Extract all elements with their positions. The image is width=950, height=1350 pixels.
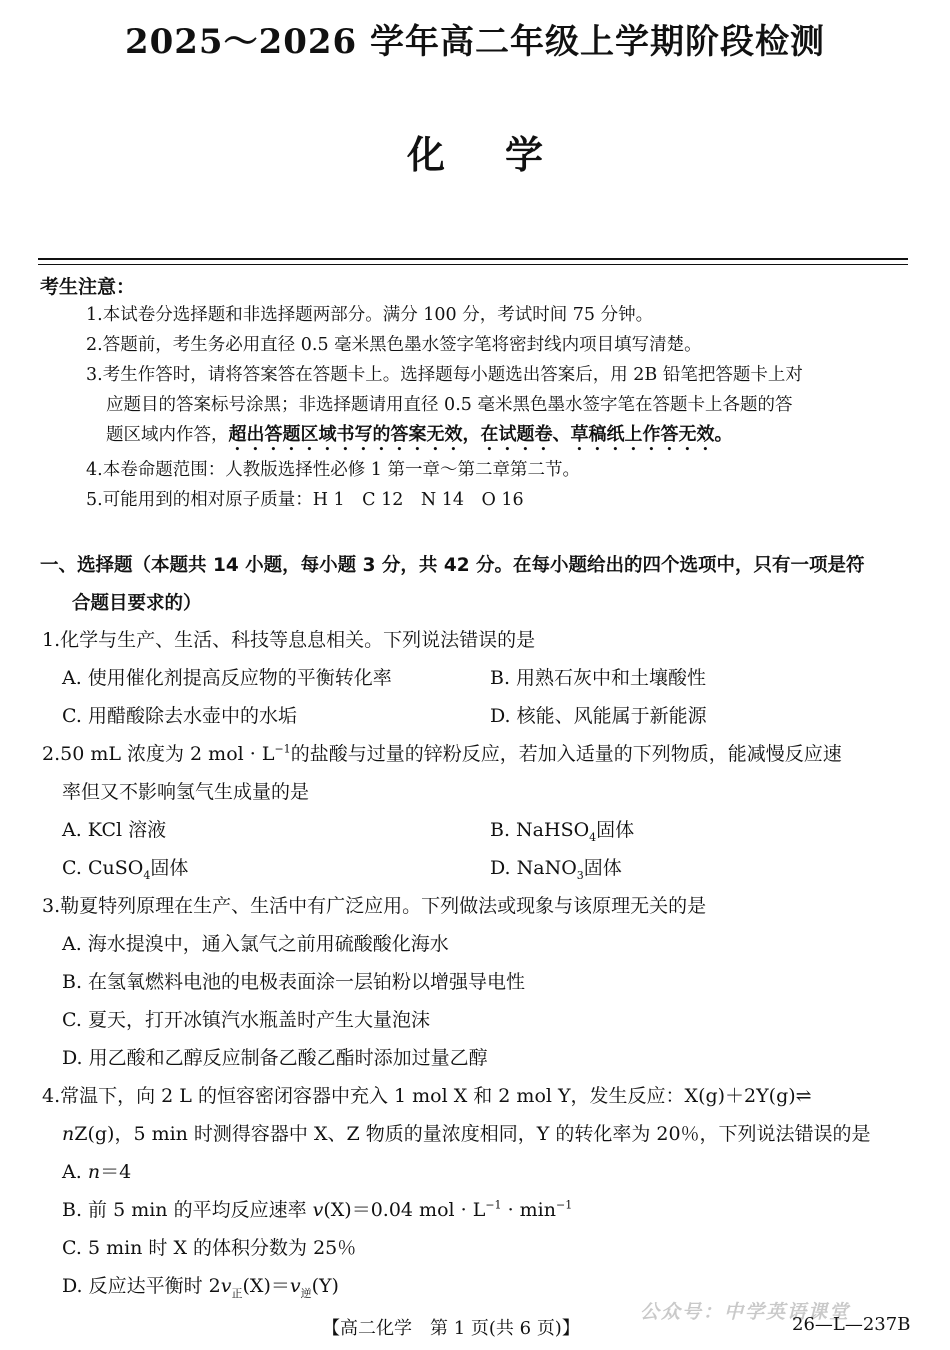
option-b-formula: B. NaHSO bbox=[490, 819, 590, 841]
section-heading-line-2: 合题目要求的） bbox=[72, 593, 202, 614]
header-rule-thin bbox=[38, 264, 908, 265]
option-d-formula: D. NaNO bbox=[490, 857, 577, 879]
exam-title: 2025～2026 学年高二年级上学期阶段检测 bbox=[124, 22, 826, 62]
question-1-option-b: B. 用熟石灰中和土壤酸性 bbox=[490, 667, 707, 689]
question-1-stem: 1.化学与生产、生活、科技等息息相关。下列说法错误的是 bbox=[42, 629, 536, 651]
notice-item-3-line-3 bbox=[106, 420, 733, 455]
notice-item-4: 4.本卷命题范围：人教版选择性必修 1 第一章～第二章第二节。 bbox=[86, 460, 580, 480]
notice-item-3-line-1: 3.考生作答时，请将答案答在答题卡上。选择题每小题选出答案后，用 2B 铅笔把答题卡上对 bbox=[86, 365, 803, 385]
question-2-stem-text-cont: 的盐酸与过量的锌粉反应，若加入适量的下列物质，能减慢反应速 bbox=[290, 743, 842, 765]
question-2-option-d bbox=[490, 853, 622, 882]
option-b-subscript: 4 bbox=[589, 830, 597, 844]
notice-item-2: 2.答题前，考生务必用直径 0.5 毫米黑色墨水签字笔将密封线内项目填写清楚。 bbox=[86, 335, 702, 355]
notice-item-3-line-2: 应题目的答案标号涂黑；非选择题请用直径 0.5 毫米黑色墨水签字笔在答题卡上各题的答 bbox=[106, 395, 793, 415]
notice-item-5: 5.可能用到的相对原子质量：H 1 C 12 N 14 O 16 bbox=[86, 490, 524, 510]
variable-n: n bbox=[62, 1123, 75, 1145]
superscript: −1 bbox=[485, 1198, 502, 1212]
option-b-rate: (X)＝0.04 mol · L bbox=[323, 1199, 486, 1221]
question-2-option-c bbox=[62, 853, 188, 882]
question-2-stem-line-2: 率但又不影响氢气生成量的是 bbox=[62, 781, 310, 803]
variable-n: n bbox=[87, 1161, 101, 1183]
question-2-superscript: −1 bbox=[274, 742, 291, 756]
question-4-stem-line-1: 4.常温下，向 2 L 的恒容密闭容器中充入 1 mol X 和 2 mol Y，发生反应：X(g)＋2Y(g)⇌ bbox=[42, 1085, 812, 1107]
notice-item-3-text: 题区域内作答， bbox=[106, 425, 229, 445]
option-b-text: B. 前 5 min 的平均反应速率 bbox=[62, 1199, 313, 1221]
option-c-subscript: 4 bbox=[143, 868, 151, 882]
section-heading-line-1: 一、选择题（本题共 14 小题，每小题 3 分，共 42 分。在每小题给出的四个选项中，只有一项是符 bbox=[40, 555, 865, 576]
footer-code: 26—L—237B bbox=[792, 1314, 911, 1335]
option-b-suffix: 固体 bbox=[596, 819, 635, 841]
question-4-option-c: C. 5 min 时 X 的体积分数为 25％ bbox=[62, 1237, 357, 1259]
variable-v: v bbox=[220, 1275, 232, 1297]
header-rule-thick bbox=[38, 258, 908, 260]
question-4-stem-text: Z(g)，5 min 时测得容器中 X、Z 物质的量浓度相同，Y 的转化率为 20％，下列说法错误的是 bbox=[74, 1123, 871, 1145]
option-c-formula: C. CuSO bbox=[62, 857, 144, 879]
question-3-stem: 3.勒夏特列原理在生产、生活中有广泛应用。下列做法或现象与该原理无关的是 bbox=[42, 895, 707, 917]
option-d-end: (Y) bbox=[311, 1275, 339, 1297]
question-2-option-b bbox=[490, 815, 634, 844]
option-a-value: ＝4 bbox=[100, 1161, 132, 1183]
option-d-text: D. 反应达平衡时 2 bbox=[62, 1275, 221, 1297]
question-4-option-d bbox=[62, 1271, 339, 1301]
option-d-mid: (X)＝ bbox=[242, 1275, 290, 1297]
question-3-option-a: A. 海水提溴中，通入氯气之前用硫酸酸化海水 bbox=[62, 933, 449, 955]
notice-emphasis-text: 超出答题区域书写的答案无效，在试题卷、草稿纸上作答无效。 bbox=[228, 424, 733, 445]
watermark-text: 公众号：中学英语课堂 bbox=[640, 1301, 851, 1323]
question-3-option-d: D. 用乙酸和乙醇反应制备乙酸乙酯时添加过量乙醇 bbox=[62, 1047, 488, 1069]
option-d-subscript: 3 bbox=[576, 868, 584, 882]
question-1-option-a: A. 使用催化剂提高反应物的平衡转化率 bbox=[62, 667, 392, 689]
subscript-reverse: 逆 bbox=[300, 1286, 312, 1300]
question-4-stem-line-2 bbox=[62, 1119, 871, 1146]
option-d-suffix: 固体 bbox=[583, 857, 622, 879]
variable-v: v bbox=[312, 1199, 324, 1221]
variable-v: v bbox=[289, 1275, 301, 1297]
option-b-unit: · min bbox=[501, 1199, 556, 1221]
question-3-option-b: B. 在氢氧燃料电池的电极表面涂一层铂粉以增强导电性 bbox=[62, 971, 526, 993]
footer-page-label: 【高二化学 第 1 页(共 6 页)】 bbox=[322, 1318, 580, 1339]
question-2-stem-line-1 bbox=[42, 739, 842, 766]
question-3-option-c: C. 夏天，打开冰镇汽水瓶盖时产生大量泡沫 bbox=[62, 1009, 430, 1031]
subscript-forward: 正 bbox=[231, 1286, 243, 1300]
superscript: −1 bbox=[556, 1198, 573, 1212]
subject-title: 化学 bbox=[406, 132, 603, 177]
notice-item-1: 1.本试卷分选择题和非选择题两部分。满分 100 分，考试时间 75 分钟。 bbox=[86, 305, 654, 325]
question-4-option-b bbox=[62, 1195, 572, 1222]
question-2-option-a: A. KCl 溶液 bbox=[62, 819, 167, 841]
notice-heading: 考生注意： bbox=[40, 276, 136, 298]
option-c-suffix: 固体 bbox=[150, 857, 189, 879]
question-4-option-a bbox=[62, 1157, 131, 1184]
question-2-stem-text: 2.50 mL 浓度为 2 mol · L bbox=[42, 743, 275, 765]
question-1-option-c: C. 用醋酸除去水壶中的水垢 bbox=[62, 705, 297, 727]
question-1-option-d: D. 核能、风能属于新能源 bbox=[490, 705, 707, 727]
option-a-label: A. bbox=[62, 1161, 88, 1183]
